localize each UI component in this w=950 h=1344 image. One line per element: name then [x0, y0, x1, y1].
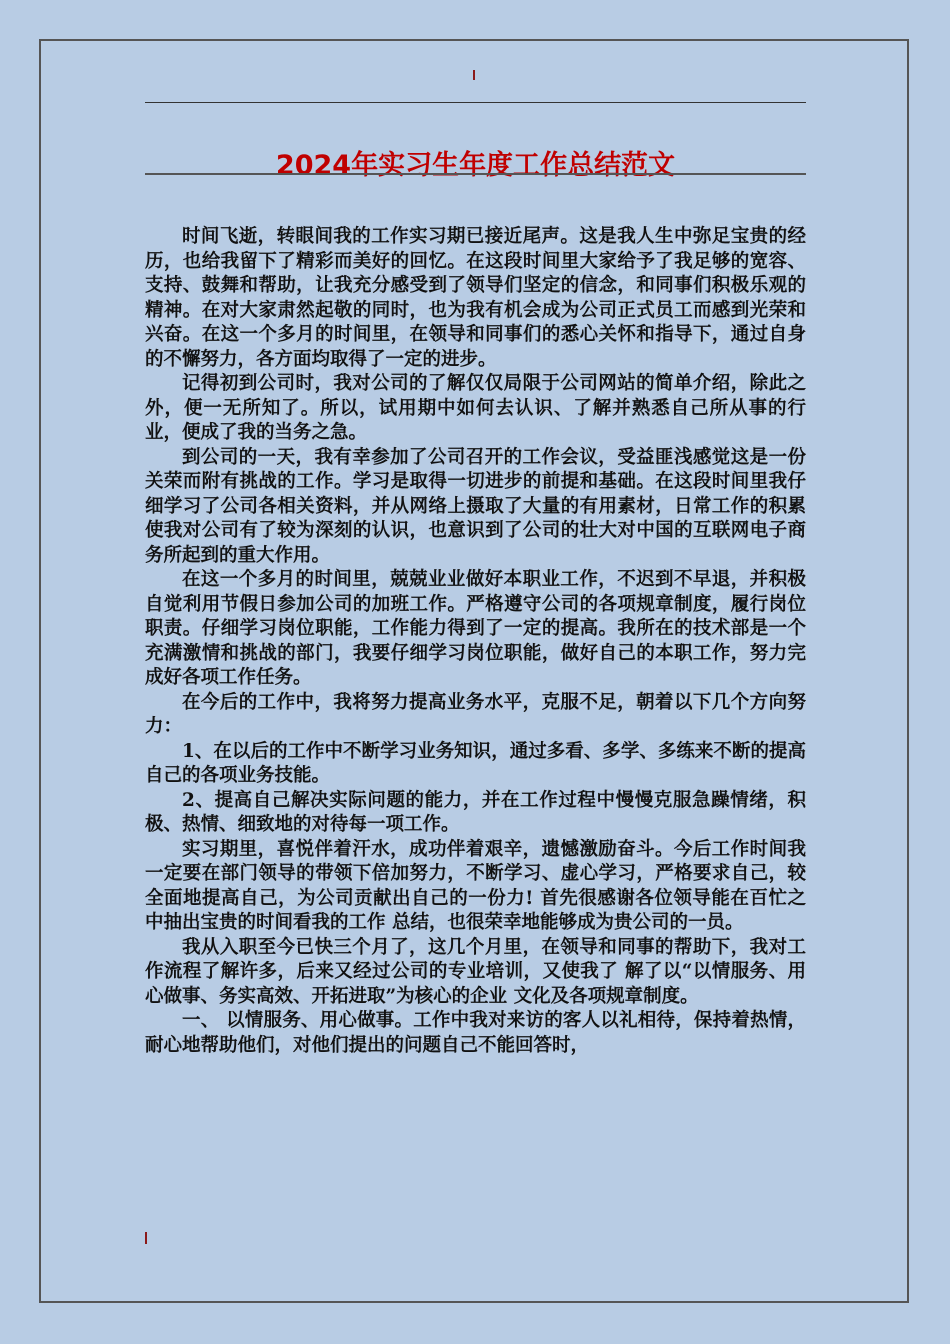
document-body — [145, 225, 806, 1058]
header-mark — [473, 70, 475, 80]
paragraph: 在这一个多月的时间里，兢兢业业做好本职业工作，不迟到不早退，并积极自觉利用节假日参加公司的加班工作。严格遵守公司的各项规章制度，履行岗位职责。仔细学习岗位职能，工作能力得到了一定的提高。我所在的技术部是一个充满激情和挑战的部门，我要仔细学习岗位职能，做好自己的本职工作，努力完成好各项工作任务。 — [145, 569, 806, 688]
paragraph: 我从入职至今已快三个月了，这几个月里，在领导和同事的帮助下，我对工作流程了解许多，后来又经过公司的专业培训，又使我了 解了以“以情服务、用心做事、务实高效、开拓进取”为核心的企业 文化及各项规章制度。 — [145, 936, 806, 1007]
paragraph: 实习期里，喜悦伴着汗水，成功伴着艰辛，遗憾激励奋斗。今后工作时间我一定要在部门领导的带领下倍加努力，不断学习、虚心学习，严格要求自己，较全面地提高自己，为公司贡献出自己的一份力! 首先很感谢各位领导能在百忙之中抽出宝贵的时间看我的工作 总结，也很荣幸地能够成为贵公司的一员。 — [145, 838, 806, 933]
document-title: 2024年实习生年度工作总结范文 — [275, 150, 676, 182]
paragraph: 时间飞逝，转眼间我的工作实习期已接近尾声。这是我人生中弥足宝贵的经历，也给我留下了精彩而美好的回忆。在这段时间里大家给予了我足够的宽容、支持、鼓舞和帮助，让我充分感受到了领导们坚定的信念，和同事们积极乐观的精神。在对大家肃然起敬的同时，也为我有机会成为公司正式员工而感到光荣和兴奋。在这一个多月的时间里，在领导和同事们的悉心关怀和指导下，通过自身的不懈努力，各方面均取得了一定的进步。 — [145, 226, 806, 370]
paragraph: 记得初到公司时，我对公司的了解仅仅局限于公司网站的简单介绍，除此之外，便一无所知了。所以，试用期中如何去认识、了解并熟悉自己所从事的行业，便成了我的当务之急。 — [145, 373, 806, 443]
list-item: 1、在以后的工作中不断学习业务知识，通过多看、多学、多练来不断的提高自己的各项业务技能。 — [145, 740, 806, 786]
title-rule — [145, 173, 806, 175]
header-rule — [145, 102, 806, 103]
paragraph: 到公司的一天，我有幸参加了公司召开的工作会议，受益匪浅感觉这是一份关荣而附有挑战的工作。学习是取得一切进步的前提和基础。在这段时间里我仔细学习了公司各相关资料，并从网络上摄取了大量的有用素材，日常工作的积累使我对公司有了较为深刻的认识，也意识到了公司的壮大对中国的互联网电子商务所起到的重大作用。 — [145, 446, 806, 566]
list-item: 2、提高自己解决实际问题的能力，并在工作过程中慢慢克服急躁情绪，积极、热情、细致地的对待每一项工作。 — [145, 789, 806, 835]
paragraph: 在今后的工作中，我将努力提高业务水平，克服不足，朝着以下几个方向努力： — [145, 691, 806, 737]
footer-mark — [145, 1232, 147, 1244]
paragraph: 一、 以情服务、用心做事。工作中我对来访的客人以礼相待，保持着热情，耐心地帮助他们，对他们提出的问题自己不能回答时， — [145, 1010, 806, 1056]
